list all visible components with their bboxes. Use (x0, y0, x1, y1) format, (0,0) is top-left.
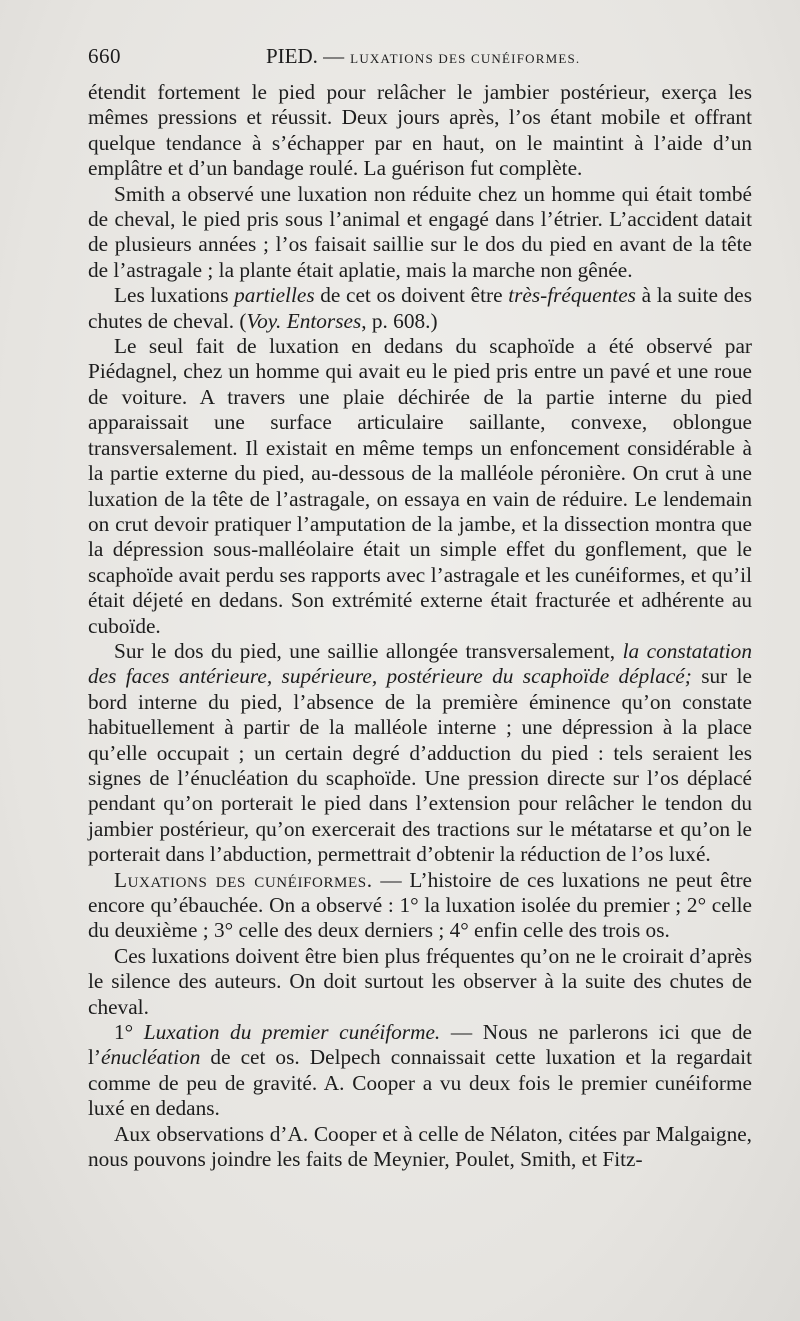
paragraph-5 (88, 639, 752, 868)
p3-text-c: de cet os doivent être (314, 283, 509, 308)
page-header (88, 44, 752, 70)
paragraph-8 (88, 1020, 752, 1122)
paragraph-9: Aux observations d’A. Cooper et à celle de Nélaton, citées par Malgaigne, nous pouvons joindre les faits de Meynier, Poulet, Smith, et Fitz- (88, 1121, 752, 1172)
p8-text-a: 1° (114, 1020, 144, 1045)
p6-text: — L’histoire de ces luxations ne peut être encore qu’ébauchée. On a observé : 1° la luxation isolée du premier ; 2° celle du deuxième ; 3° celle des deux derniers ; 4° enfin celle des trois os. (88, 867, 752, 943)
section-heading-cuneiformes: Luxations des cunéiformes. (114, 867, 373, 892)
paragraph-6 (88, 868, 752, 944)
running-head-title: PIED. (266, 44, 318, 68)
p5-text-c: sur le bord interne du pied, l’absence de la première éminence qu’on constate habituellement à partir de la malléole interne ; une dépression à la place qu’elle occupait ; un certain degré d’adduction du pied : tels seraient les signes de l’énucléation du scaphoïde. Une pression directe sur l’os déplacé pendant qu’on porterait le pied dans l’extension pour relâcher le tendon du jambier postérieur, qu’on exercerait des tractions sur le métatarse et qu’on le porterait dans l’abduction, permettrait d’obtenir la réduction de l’os luxé. (88, 664, 753, 867)
p8-text-c: — Nous ne parlerons ici que de l’ (88, 1020, 753, 1070)
p8-italic-enucleation: énucléation (101, 1045, 201, 1070)
p8-italic-subheading: Luxation du premier cunéiforme. (143, 1020, 441, 1045)
paragraph-3 (88, 283, 752, 334)
p3-text-g: , p. 608.) (361, 308, 438, 333)
paragraph-2: Smith a observé une luxation non réduite chez un homme qui était tombé de cheval, le pied pris sous l’animal et engagé dans l’étrier. L’accident datait de plusieurs années ; l’os faisait saillie sur le dos du pied en avant de la tête de l’astragale ; la plante était aplatie, mais la marche non gênée. (88, 181, 752, 282)
running-head (266, 44, 580, 69)
page-number: 660 (88, 44, 121, 68)
p3-italic-reference: Voy. Entorses (246, 308, 362, 333)
p3-italic-frequentes: très-fréquentes (508, 283, 636, 308)
paragraph-1: étendit fortement le pied pour relâcher le jambier postérieur, exerça les mêmes pressions et réussit. Deux jours après, l’os étant mobile et offrant quelque tendance à s’échapper par en haut, on le maintint à l’aide d’un emplâtre et d’un bandage roulé. La guérison fut complète. (88, 80, 752, 181)
p3-text-a: Les luxations (114, 283, 235, 308)
body-text (88, 80, 752, 1172)
p3-text-e: à la suite des chutes de cheval. ( (88, 283, 753, 333)
p5-text-a: Sur le dos du pied, une saillie allongée transversalement, (114, 638, 623, 663)
p3-italic-partielles: partielles (234, 283, 315, 308)
running-head-separator: — (323, 44, 345, 68)
p5-italic-constatation: la constatation des faces antérieure, supérieure, postérieure du scaphoïde déplacé; (88, 638, 752, 689)
paragraph-4: Le seul fait de luxation en dedans du scaphoïde a été observé par Piédagnel, chez un homme qui avait eu le pied pris entre un pavé et une roue de voiture. A travers une plaie déchirée de la partie interne du pied apparaissait une surface articulaire saillante, convexe, oblongue transversalement. Il existait en même temps un enfoncement considérable à la partie externe du pied, au-dessous de la malléole péronière. On crut à une luxation de la tête de l’astragale, on essaya en vain de réduire. Le lendemain on crut devoir pratiquer l’amputation de la jambe, et la dissection montra que la dépression sous-malléolaire était un simple effet du gonflement, que le scaphoïde avait perdu ses rapports avec l’astragale et les cunéiformes, et qu’il était déjeté en dedans. Son extrémité externe était fracturée et adhérente au cuboïde. (88, 334, 752, 638)
p8-text-e: de cet os. Delpech connaissait cette luxation et la regardait comme de peu de gravité. A. Cooper a vu deux fois le premier cunéiforme luxé en dedans. (88, 1045, 752, 1121)
paragraph-7: Ces luxations doivent être bien plus fréquentes qu’on ne le croirait d’après le silence des auteurs. On doit surtout les observer à la suite des chutes de cheval. (88, 943, 752, 1019)
running-head-subtitle: LUXATIONS DES CUNÉIFORMES. (350, 51, 581, 66)
